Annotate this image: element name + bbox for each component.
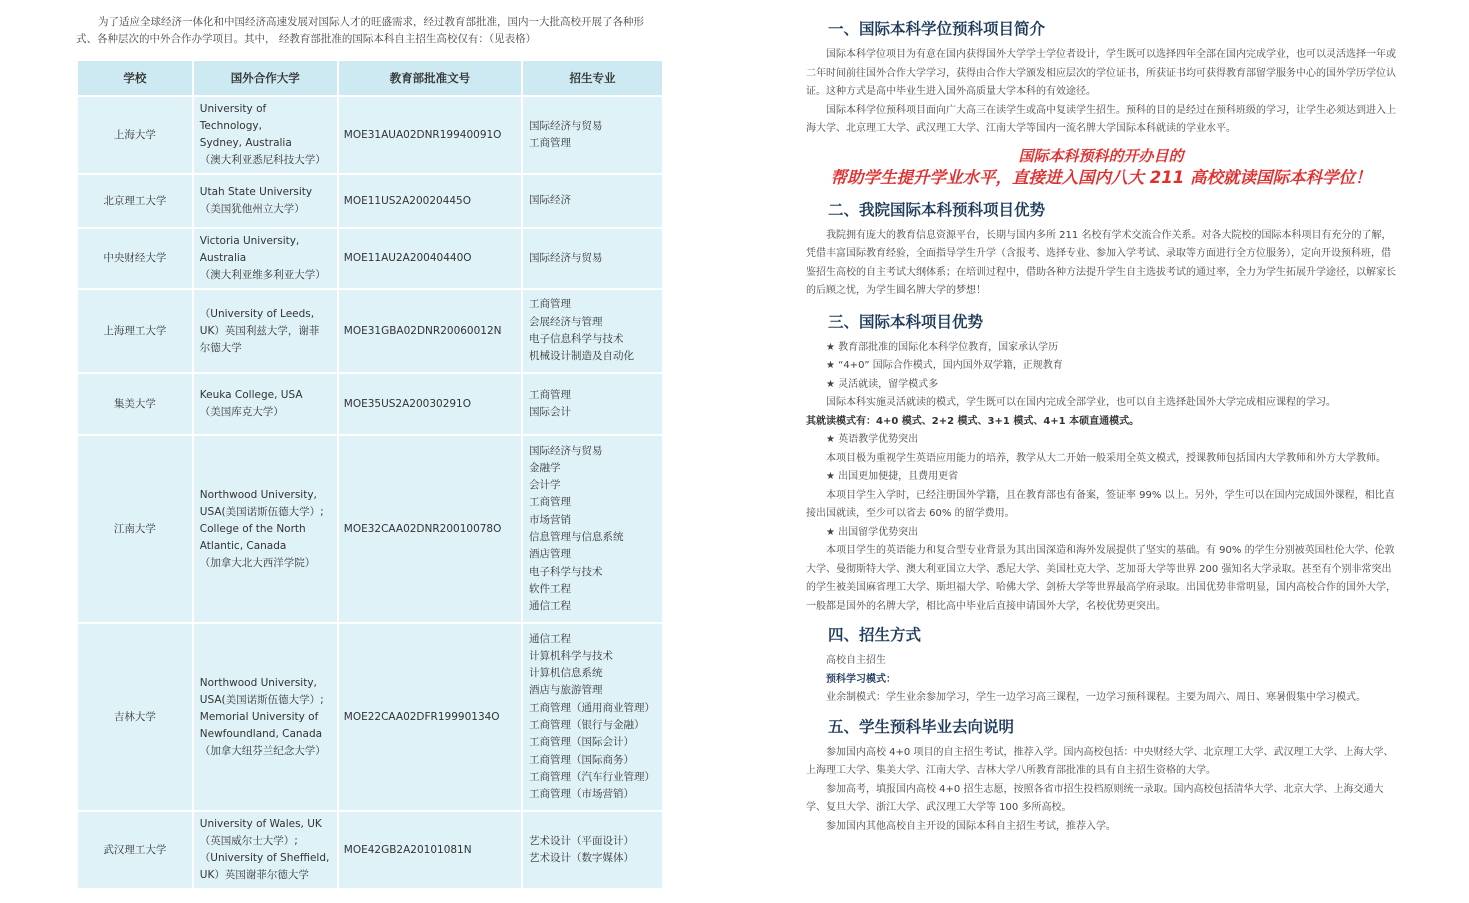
majors-cell xyxy=(523,812,662,888)
highlight-purpose-title: 国际本科预科的开办目的 xyxy=(1018,146,1184,165)
school-cell: 江南大学 xyxy=(78,436,192,622)
section-1-title: 一、国际本科学位预科项目简介 xyxy=(828,20,1046,38)
section-3-title: 三、国际本科项目优势 xyxy=(828,312,984,331)
major-item: 工商管理（市场营销） xyxy=(529,788,635,801)
majors-cell xyxy=(523,374,662,434)
section-1-paragraph-1: 国际本科学位项目为有意在国内获得国外大学学士学位者设计，学生既可以选择四年全部在国内完成学业，也可以灵活选择一年或二年时间前往国外合作大学学习，获得由合作大学颁发相应层次的学位证书，所获证书均可获得教育部留学服务中心的国外学历学位认证。这种方式是高中毕业生进入国外高质量大学本科的有效途径。 xyxy=(806,49,1396,97)
major-item: 国际经济与贸易 xyxy=(529,119,603,132)
partner-university-line: Newfoundland, Canada xyxy=(199,727,323,740)
partner-university-line: UK）英国谢菲尔德大学 xyxy=(199,869,309,881)
major-item: 电子信息科学与技术 xyxy=(529,333,624,345)
school-cell: 上海大学 xyxy=(78,97,192,173)
major-item: 工商管理（国际商务） xyxy=(529,753,635,766)
major-item: 国际经济与贸易 xyxy=(529,444,603,457)
table-row xyxy=(78,229,662,288)
partner-university-line: （美国犹他州立大学） xyxy=(199,203,305,215)
partner-university-line: Australia xyxy=(199,252,247,264)
major-item: 工商管理 xyxy=(529,496,572,509)
partner-university-cell xyxy=(194,436,337,622)
partner-university-cell xyxy=(194,229,337,288)
school-cell: 北京理工大学 xyxy=(78,175,192,227)
major-item: 国际经济与贸易 xyxy=(529,251,603,264)
major-item: 艺术设计（数字媒体） xyxy=(529,852,635,864)
partner-university-line: USA(美国诺斯伍德大学）; xyxy=(199,505,324,518)
majors-cell xyxy=(523,97,662,173)
majors-cell xyxy=(523,436,662,622)
partner-university-line: Victoria University, xyxy=(199,235,300,247)
major-item: 酒店管理 xyxy=(529,548,572,561)
table-row xyxy=(78,374,662,434)
advantage-paragraph-3: 本项目学生入学时，已经注册国外学籍，且在教育部也有备案，签证率 99% 以上。另外，学生可以在国内完成国外课程，相比直接出国就读，至少可以省去 60% 的留学费用。 xyxy=(806,489,1395,519)
partner-university-line: UK）英国利兹大学，谢菲 xyxy=(199,324,320,337)
section-5-title: 五、学生预科毕业去向说明 xyxy=(828,717,1015,736)
major-item: 电子科学与技术 xyxy=(529,565,603,578)
table-row xyxy=(78,436,662,622)
table-row xyxy=(78,290,662,372)
major-item: 软件工程 xyxy=(529,582,572,595)
advantage-item-1: ★ 教育部批准的国际化本科学位教育，国家承认学历 xyxy=(826,341,1059,353)
section-4-title: 四、招生方式 xyxy=(828,626,922,644)
approval-number-cell: MOE31AUA02DNR19940091O xyxy=(339,97,521,173)
partner-university-line: （澳大利亚悉尼科技大学） xyxy=(199,154,326,166)
major-item: 会计学 xyxy=(529,479,561,492)
destination-paragraph-3: 参加国内其他高校自主开设的国际本科自主招生考试，推荐入学。 xyxy=(826,820,1116,832)
table-row xyxy=(78,97,662,173)
major-item: 工商管理（汽车行业管理） xyxy=(529,770,656,783)
majors-cell xyxy=(523,229,662,288)
partner-university-line: （加拿大纽芬兰纪念大学） xyxy=(199,744,326,757)
major-item: 通信工程 xyxy=(529,600,572,613)
partner-university-cell xyxy=(194,97,337,173)
major-item: 艺术设计（平面设计） xyxy=(529,834,635,847)
section-1-paragraph-2: 国际本科学位预科项目面向广大高三在读学生或高中复读学生招生。预科的目的是经过在预科班级的学习，让学生必须达到进入上海大学、北京理工大学、武汉理工大学、江南大学等国内一流名牌大学国际本科就读的学业水平。 xyxy=(806,104,1396,134)
header-approval-number: 教育部批准文号 xyxy=(339,61,521,95)
advantage-item-3: ★ 灵活就读，留学模式多 xyxy=(826,378,939,390)
partner-university-line: （University of Sheffield, xyxy=(199,852,330,864)
partner-university-line: 尔德大学 xyxy=(199,341,242,354)
advantage-item-5: ★ 出国更加便捷，且费用更省 xyxy=(826,471,959,482)
partner-university-line: Atlantic, Canada xyxy=(199,539,287,552)
school-cell: 集美大学 xyxy=(78,374,192,434)
approval-number-cell: MOE31GBA02DNR20060012N xyxy=(339,290,521,372)
partner-university-line: Utah State University xyxy=(199,186,313,198)
approval-number-cell: MOE32CAA02DNR20010078O xyxy=(339,436,521,622)
section-2-title: 二、我院国际本科预科项目优势 xyxy=(828,200,1046,219)
partner-university-cell xyxy=(194,812,337,888)
partner-university-line: Northwood University, xyxy=(199,676,317,689)
school-cell: 武汉理工大学 xyxy=(78,812,192,888)
major-item: 市场营销 xyxy=(529,513,572,526)
advantage-item-2: ★ “4+0” 国际合作模式，国内国外双学籍，正规教育 xyxy=(826,360,1063,371)
majors-cell xyxy=(523,175,662,227)
partner-university-line: （澳大利亚维多利亚大学） xyxy=(199,269,326,281)
partner-university-cell xyxy=(194,175,337,227)
partner-university-line: Keuka College, USA xyxy=(199,389,303,401)
preparatory-mode-heading: 预科学习模式： xyxy=(826,673,896,685)
major-item: 酒店与旅游管理 xyxy=(529,684,603,697)
table-row xyxy=(78,812,662,888)
major-item: 信息管理与信息系统 xyxy=(529,531,624,543)
approval-number-cell: MOE11AU2A20040440O xyxy=(339,229,521,288)
table-row xyxy=(78,175,662,227)
approval-number-cell: MOE22CAA02DFR19990134O xyxy=(339,624,521,810)
partner-university-line: （加拿大北大西洋学院） xyxy=(199,556,316,569)
enrollment-method: 高校自主招生 xyxy=(826,655,886,666)
advantage-item-6: ★ 出国留学优势突出 xyxy=(826,526,919,538)
partner-university-line: University of Wales, UK xyxy=(199,818,322,830)
major-item: 工商管理（银行与金融） xyxy=(529,719,645,731)
partner-university-line: Northwood University, xyxy=(199,488,317,501)
partner-university-line: Sydney, Australia xyxy=(199,137,292,149)
major-item: 通信工程 xyxy=(529,632,572,645)
partner-university-line: Memorial University of xyxy=(199,710,319,723)
major-item: 计算机科学与技术 xyxy=(529,649,614,662)
advantage-paragraph-4: 本项目学生的英语能力和复合型专业背景为其出国深造和海外发展提供了坚实的基础。有 90% 的学生分别被英国杜伦大学、伦敦大学、曼彻斯特大学、澳大利亚国立大学、悉尼大学、美国杜克大学、芝加哥大学等世界 200 强知名大学录取。甚至有个别非常突出的学生被美国麻省理工大学、斯坦福大学、哈佛大学、剑桥大学等世界最高学府录取。出国优势非常明显，国内高校合作的国外大学，一般都是国外的名牌大学，相比高中毕业后直接申请国外大学，名校优势更突出。 xyxy=(806,545,1396,612)
approval-number-cell: MOE11US2A20020445O xyxy=(339,175,521,227)
university-table xyxy=(76,59,664,890)
major-item: 工商管理 xyxy=(529,298,572,311)
intro-paragraph: 为了适应全球经济一体化和中国经济高速发展对国际人才的旺盛需求，经过教育部批准，国内一大批高校开展了各种形式、各种层次的中外合作办学项目。其中， 经教育部批准的国际本科自主招生高校仅有：（见表格） xyxy=(76,16,644,45)
majors-cell xyxy=(523,624,662,810)
partner-university-line: College of the North xyxy=(199,522,306,535)
major-item: 国际会计 xyxy=(529,406,572,418)
majors-cell xyxy=(523,290,662,372)
header-majors: 招生专业 xyxy=(523,61,662,95)
major-item: 计算机信息系统 xyxy=(529,667,603,680)
approval-number-cell: MOE42GB2A20101081N xyxy=(339,812,521,888)
advantage-paragraph-1: 国际本科实施灵活就读的模式，学生既可以在国内完成全部学业，也可以自主选择赴国外大学完成相应课程的学习。 xyxy=(826,397,1336,408)
table-row xyxy=(78,624,662,810)
partner-university-line: （University of Leeds, xyxy=(199,307,315,320)
left-page xyxy=(76,14,664,890)
highlight-purpose-slogan: 帮助学生提升学业水平，直接进入国内八大 211 高校就读国际本科学位！ xyxy=(830,167,1372,187)
school-cell: 中央财经大学 xyxy=(78,229,192,288)
major-item: 工商管理 xyxy=(529,137,572,149)
partner-university-line: （英国威尔士大学）; xyxy=(199,835,298,847)
partner-university-cell xyxy=(194,624,337,810)
right-page xyxy=(806,18,1396,836)
major-item: 金融学 xyxy=(529,461,561,474)
school-cell: 上海理工大学 xyxy=(78,290,192,372)
major-item: 工商管理（国际会计） xyxy=(529,736,635,749)
advantage-paragraph-2: 本项目极为重视学生英语应用能力的培养，教学从大二开始一般采用全英文模式，授课教师包括国内大学教师和外方大学教师。 xyxy=(826,452,1386,464)
partner-university-line: University of Technology, xyxy=(199,103,267,132)
major-item: 会展经济与管理 xyxy=(529,315,603,328)
section-2-paragraph: 我院拥有庞大的教育信息资源平台，长期与国内多所 211 名校有学术交流合作关系。对各大院校的国际本科项目有充分的了解，凭借丰富国际教育经验，全面指导学生升学（含报考、选择专业、参加入学考试、录取等方面进行全方位服务），定向开设预科班，借鉴招生高校的自主考试大纲体系；在培训过程中，借助各种方法提升学生自主选拔考试的通过率，全力为学生拓展升学途径，以解家长的后顾之忧，为学生圆名牌大学的梦想！ xyxy=(806,229,1396,296)
partner-university-line: （美国库克大学） xyxy=(199,406,284,418)
major-item: 国际经济 xyxy=(529,194,572,207)
header-school: 学校 xyxy=(78,61,192,95)
header-partner-university: 国外合作大学 xyxy=(194,61,337,95)
partner-university-line: USA(美国诺斯伍德大学）; xyxy=(199,693,324,706)
partner-university-cell xyxy=(194,290,337,372)
school-cell: 吉林大学 xyxy=(78,624,192,810)
table-header-row xyxy=(78,61,662,95)
advantage-item-4: ★ 英语教学优势突出 xyxy=(826,434,919,445)
destination-paragraph-2: 参加高考，填报国内高校 4+0 招生志愿，按照各省市招生投档原则统一录取。国内高校包括清华大学、北京大学、上海交通大学、复旦大学、浙江大学、武汉理工大学等 100 多所高校。 xyxy=(806,783,1384,813)
major-item: 工商管理（通用商业管理） xyxy=(529,701,656,714)
preparatory-mode-paragraph: 业余制模式：学生业余参加学习，学生一边学习高三课程，一边学习预科课程。主要为周六、周日、寒暑假集中学习模式。 xyxy=(826,692,1366,703)
study-modes: 其就读模式有：4+0 模式、2+2 模式、3+1 模式、4+1 本硕直通模式。 xyxy=(806,415,1140,427)
major-item: 机械设计制造及自动化 xyxy=(529,350,635,363)
approval-number-cell: MOE35US2A20030291O xyxy=(339,374,521,434)
major-item: 工商管理 xyxy=(529,388,572,401)
destination-paragraph-1: 参加国内高校 4+0 项目的自主招生考试，推荐入学。国内高校包括：中央财经大学、北京理工大学、武汉理工大学、上海大学、上海理工大学、集美大学、江南大学、吉林大学八所教育部批准的具有自主招生资格的大学。 xyxy=(806,746,1394,776)
partner-university-cell xyxy=(194,374,337,434)
